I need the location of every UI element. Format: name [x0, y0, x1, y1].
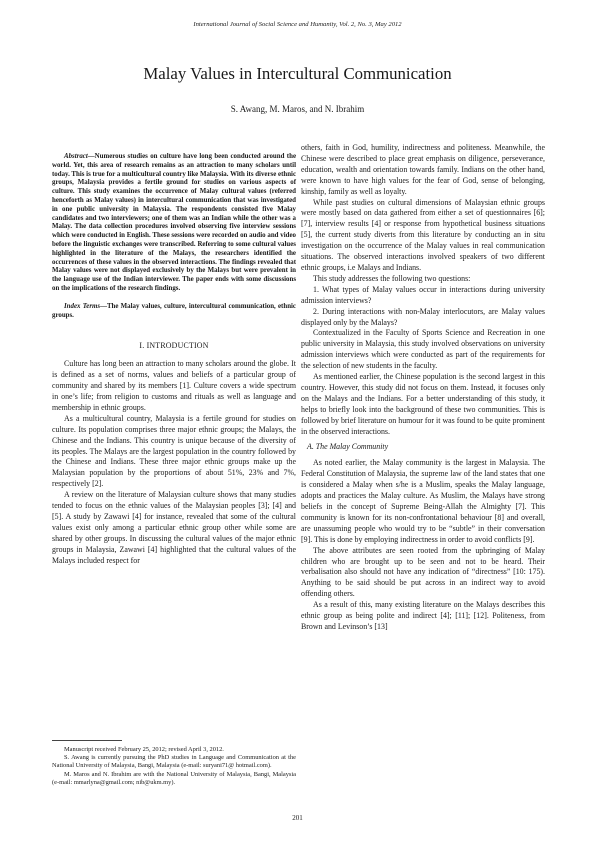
research-question: 2. During interactions with non-Malay interlocutors, are Malay values displayed only by the Malays? — [301, 306, 545, 327]
left-column — [52, 153, 296, 566]
right-column — [301, 143, 545, 633]
footnote: S. Awang is currently pursuing the PhD studies in Language and Communication at the National University of Malaysia, Bangi, Malaysia (e-mail: suryani71@ hotmail.com). — [52, 754, 296, 770]
body-paragraph: As mentioned earlier, the Chinese population is the second largest in this country. However, this study did not focus on them. Instead, it focuses only on the Malays and the Indians. For a better understanding of this study, it helps to briefly look into the background of these two communities. This is followed by brief literature on humour for it was found to be quite prominent in the observed interactions. — [301, 372, 545, 436]
footnote: Manuscript received February 25, 2012; revised April 3, 2012. — [64, 746, 224, 753]
abstract — [52, 153, 296, 294]
body-paragraph: As noted earlier, the Malay community is the largest in Malaysia. The Federal Constitution of Malaysia, the supreme law of the land states that one is considered a Malay when s/he is a Muslim, speaks the Malay language, adopts and practices the Malay culture. As Muslim, the Malays have strong beliefs in the concept of Supreme Being-Allah the Almighty [7]. This community is known for its non-confrontational behaviour [8] and overall, are unassuming people who would try to be “subtle” in their conversation [9]. This is done by employing indirectness in order to avoid conflicts [9]. — [301, 458, 545, 544]
paper-title: Malay Values in Intercultural Communication — [143, 64, 452, 83]
body-paragraph: As a result of this, many existing literature on the Malays describes this ethnic group as being polite and indirect [4]; [11]; [12]. Politeness, from Brown and Levinson’s [13] — [301, 600, 545, 631]
research-question: 1. What types of Malay values occur in interactions during university admission interviews? — [301, 284, 545, 305]
index-terms-lead: Index Terms — [64, 302, 101, 310]
body-paragraph: This study addresses the following two questions: — [313, 273, 471, 283]
footnote: M. Maros and N. Ibrahim are with the National University of Malaysia, Bangi, Malaysia (e-mail: mmarlyna@gmail.com; nib@ukm.my). — [52, 770, 296, 786]
body-paragraph: A review on the literature of Malaysian culture shows that many studies tended to focus on the ethnic values of the Malaysian peoples [3]; [4] and [5]. A study by Zawawi [4] for instance, revealed that some of the cultural values exist only among a particular ethnic group other while some are shared by other groups. In discussing the cultural values of the major ethnic groups in Malaysia, Zawawi [4] highlighted that the cultural values of the Malays included respect for — [52, 490, 296, 565]
body-paragraph: While past studies on cultural dimensions of Malaysian ethnic groups were mostly based on data gathered from either a set of questionnaires [6];[7], interview results [4] or response from hypothetical business situations [5], the current study diverts from this literature by conducting an in situ investigation on the occurrence of the Malay values in real communication situations. The observed interactions involved speakers of two different ethnic groups, i.e Malays and Indians. — [301, 197, 545, 272]
footnotes — [52, 746, 296, 787]
abstract-lead: Abstract — [64, 153, 88, 160]
journal-header: International Journal of Social Science and Humanity, Vol. 2, No. 3, May 2012 — [193, 21, 402, 28]
body-paragraph: others, faith in God, humility, indirectness and politeness. Meanwhile, the Chinese were described to place great emphasis on diligence, perseverance, education, wealth and orientation towards family. Indians on the other hand, were known to have high values for the fear of God, sense of belonging, kinship, family as well as loyalty. — [301, 143, 545, 196]
paper-authors: S. Awang, M. Maros, and N. Ibrahim — [230, 104, 365, 114]
body-paragraph: Contextualized in the Faculty of Sports Science and Recreation in one public university in Malaysia, this study involved observations on university admission interviews which were conducted as part of the requirements for the selection of new students in the faculty. — [301, 328, 545, 371]
body-paragraph: As a multicultural country, Malaysia is a fertile ground for studies on culture. Its population comprises three major ethnic groups; the Malays, the Chinese and the Indians. This country is unique because of the diversity of its peoples. The Malays are the largest population in the country followed by the Chinese and Indians. These three major ethnic groups make up the Malaysian population by the proportions of about 51%, 23% and 7%, respectively [2]. — [52, 413, 296, 489]
body-paragraph: Culture has long been an attraction to many scholars around the globe. It is defined as a set of norms, values and beliefs of a particular group of community and shared by its members [1]. Culture covers a wide spectrum in one’s life; from religion to customs and rituals as well as language and membership in ethnic groups. — [52, 359, 296, 412]
subsection-heading-malay-community: A. The Malay Community — [307, 442, 389, 452]
footnote-divider — [52, 740, 122, 741]
page-number: 201 — [292, 814, 303, 822]
index-terms-text: —The Malay values, culture, intercultural communication, ethnic groups. — [52, 302, 296, 319]
body-paragraph: The above attributes are seen rooted from the upbringing of Malay children who are brought up to be seen and not to be heard. Their verbalisation also should not have any indication of “directness” [10: 175). Anything to be said should be put across in an indirect way to avoid offending others. — [301, 545, 545, 599]
section-heading-introduction: I. INTRODUCTION — [139, 341, 209, 351]
abstract-text: —Numerous studies on culture have long been conducted around the world. Yet, this area of research remains as an attraction to many scholars until today. This is true for a multicultural country like Malaysia. With its diverse ethnic groups, Malaysia provides a fertile ground for studies on various aspects of culture. This study examines the occurrence of Malay cultural values (referred henceforth as Malay values) in intercultural communication that was investigated in one public university in Malaysia. The respondents consisted five Malay candidates and two interviewers; one of them was an Indian while the other was a Malay. The data collection procedures involved observing five interview sessions which were conducted in English. These sessions were recorded on audio and video before the linguistic exchanges were transcribed. Referring to some cultural values highlighted in the literature of the Malays, the researchers identified the occurrences of these values in the observed interactions. The findings revealed that Malay values were not displayed exclusively by the Malays but were prevalent in the language use of the Indian interviewer. The paper ends with some discussions on the implications of the research findings. — [52, 153, 296, 292]
index-terms — [52, 303, 296, 321]
